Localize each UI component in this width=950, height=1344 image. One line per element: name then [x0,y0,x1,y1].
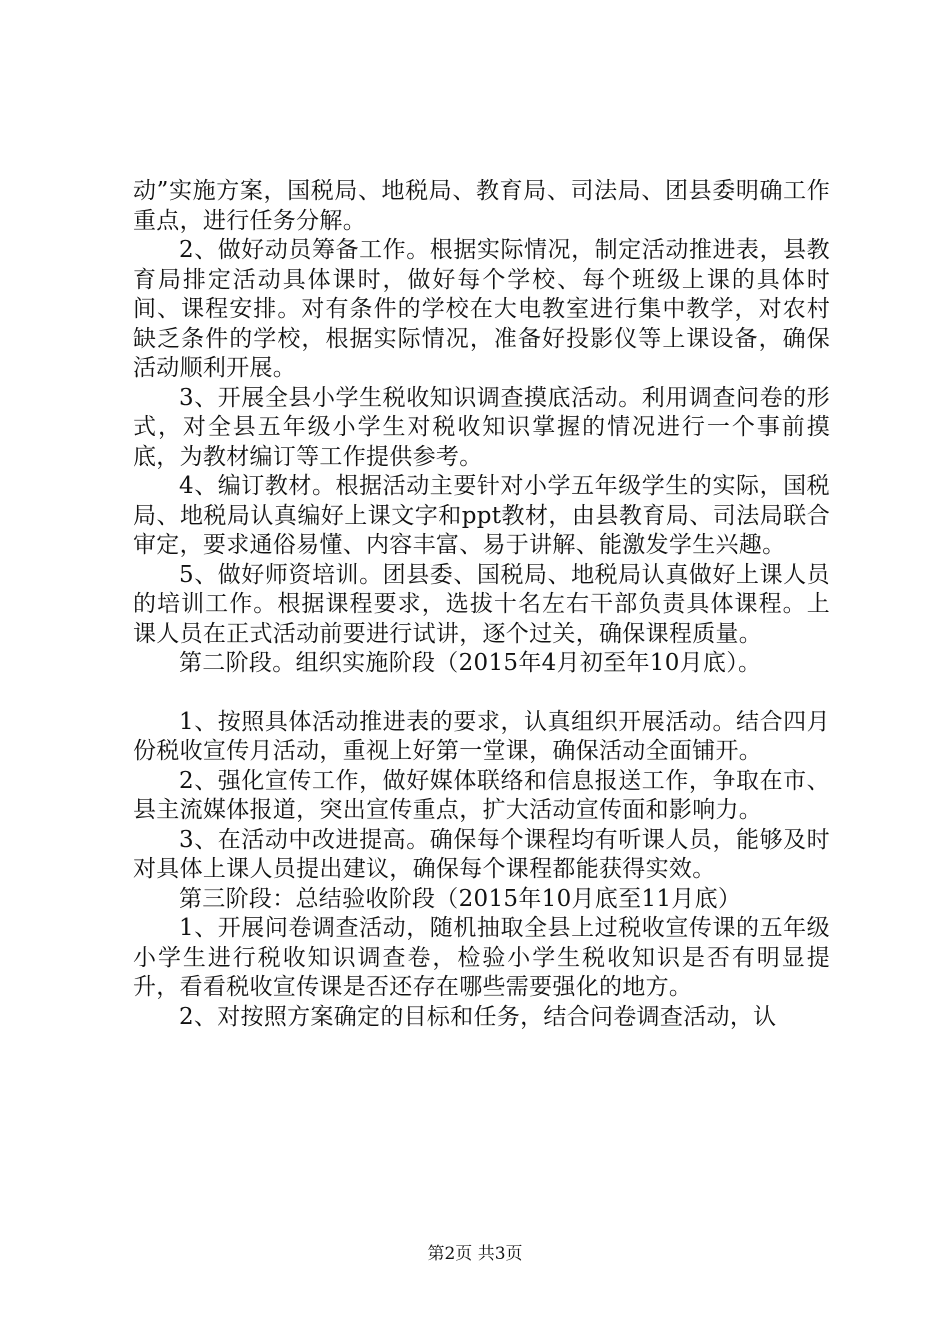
paragraph-7: 1、按照具体活动推进表的要求，认真组织开展活动。结合四月份税收宣传月活动，重视上好第一堂课，确保活动全面铺开。 [133,708,830,764]
paragraph-1: 动”实施方案，国税局、地税局、教育局、司法局、团县委明确工作重点，进行任务分解。 [133,178,830,234]
paragraph-11: 1、开展问卷调查活动，随机抽取全县上过税收宣传课的五年级小学生进行税收知识调查卷，检验小学生税收知识是否有明显提升，看看税收宣传课是否还存在哪些需要强化的地方。 [133,915,830,1000]
paragraph-4: 4、编订教材。根据活动主要针对小学五年级学生的实际，国税局、地税局认真编好上课文字和ppt教材，由县教育局、司法局联合审定，要求通俗易懂、内容丰富、易于讲解、能激发学生兴趣。 [133,473,830,558]
paragraph-8: 2、强化宣传工作，做好媒体联络和信息报送工作，争取在市、县主流媒体报道，突出宣传重点，扩大活动宣传面和影响力。 [133,767,830,823]
paragraph-9: 3、在活动中改进提高。确保每个课程均有听课人员，能够及时对具体上课人员提出建议，确保每个课程都能获得实效。 [133,826,830,882]
section-heading-stage-3: 第三阶段：总结验收阶段（2015年10月底至11月底） [179,885,742,912]
document-body [133,177,830,1032]
paragraph-2: 2、做好动员筹备工作。根据实际情况，制定活动推进表，县教育局排定活动具体课时，做好每个学校、每个班级上课的具体时间、课程安排。对有条件的学校在大电教室进行集中教学，对农村缺乏条件的学校，根据实际情况，准备好投影仪等上课设备，确保活动顺利开展。 [133,237,830,381]
paragraph-5: 5、做好师资培训。团县委、国税局、地税局认真做好上课人员的培训工作。根据课程要求，选拔十名左右干部负责具体课程。上课人员在正式活动前要进行试讲，逐个过关，确保课程质量。 [133,561,830,647]
paragraph-12: 2、对按照方案确定的目标和任务，结合问卷调查活动，认 [179,1003,777,1030]
paragraph-3: 3、开展全县小学生税收知识调查摸底活动。利用调查问卷的形式，对全县五年级小学生对税收知识掌握的情况进行一个事前摸底，为教材编订等工作提供参考。 [133,384,830,470]
section-heading-stage-2: 第二阶段。组织实施阶段（2015年4月初至年10月底）。 [179,650,762,676]
page-number-footer: 第2页 共3页 [427,1244,523,1264]
